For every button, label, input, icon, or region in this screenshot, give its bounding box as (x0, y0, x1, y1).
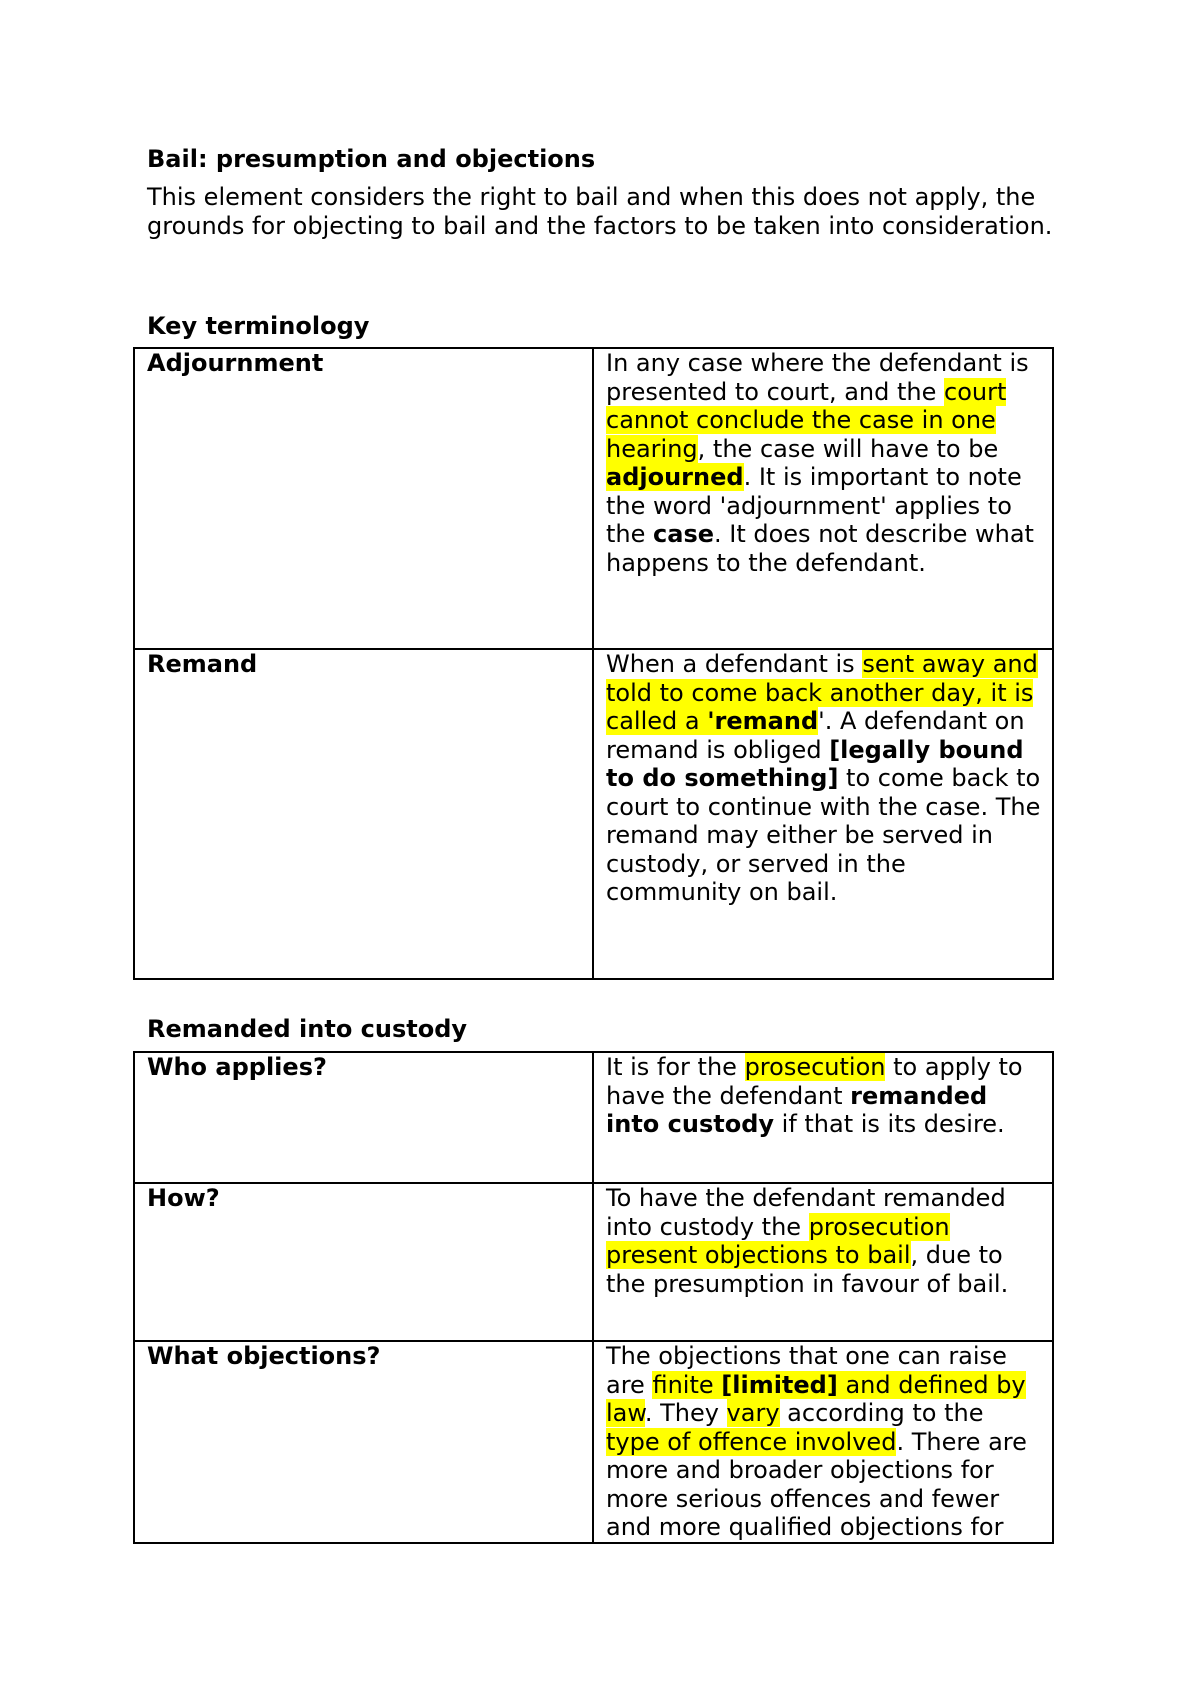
table-row (134, 348, 1053, 649)
intro-paragraph: This element considers the right to bail and when this does not apply, the grounds for objecting to bail and the factors to be taken into consideration. (147, 183, 1053, 240)
definition-cell: In any case where the defendant is presented to court, and the court cannot conclude the case in one hearing, the case will have to be adjourned. It is important to note the word 'adjournment' applies to the case. It does not describe what happens to the defendant. (593, 348, 1053, 649)
definition-cell: To have the defendant remanded into custody the prosecution present objections to bail, due to the presumption in favour of bail. (593, 1183, 1053, 1341)
term-cell: Remand (134, 649, 593, 979)
highlighted-text: type of offence involved (606, 1427, 897, 1456)
bold-text: case (653, 520, 714, 548)
remanded-into-custody-table (133, 1051, 1054, 1544)
bold-text: [legally bound to do something] (606, 735, 1024, 792)
term-cell: Adjournment (134, 348, 593, 649)
table-row (134, 1341, 1053, 1543)
bold-text: remanded into custody (606, 1081, 988, 1138)
highlighted-bold-text: 'remand (707, 707, 819, 735)
definition-cell: When a defendant is sent away and told to come back another day, it is called a 'remand'. A defendant on remand is obliged [legally bound to do something] to come back to court to continue with the case. The remand may either be served in custody, or served in the community on bail. (593, 649, 1053, 979)
table-row (134, 1052, 1053, 1183)
definition-cell: The objections that one can raise are finite [limited] and defined by law. They vary according to the type of offence involved. There are more and broader objections for more serious offences and fewer and more qualified objections for (593, 1341, 1053, 1543)
highlighted-text: and defined by law (606, 1370, 1026, 1427)
highlighted-text: finite (652, 1370, 722, 1399)
remanded-into-custody-heading: Remanded into custody (147, 1015, 468, 1043)
highlighted-bold-text: adjourned (606, 463, 744, 491)
table-row (134, 1183, 1053, 1341)
highlighted-text: sent away and told to come back another day, it is called a (606, 650, 1038, 735)
page-title: Bail: presumption and objections (147, 145, 596, 173)
highlighted-text: prosecution present objections to bail (606, 1212, 950, 1269)
definition-cell: It is for the prosecution to apply to have the defendant remanded into custody if that is its desire. (593, 1052, 1053, 1183)
term-cell: How? (134, 1183, 593, 1341)
term-cell: What objections? (134, 1341, 593, 1543)
term-cell: Who applies? (134, 1052, 593, 1183)
highlighted-text: prosecution (744, 1053, 886, 1081)
table-row (134, 649, 1053, 979)
highlighted-bold-text: [limited] (721, 1370, 838, 1399)
highlighted-text: court cannot conclude the case in one hearing (606, 377, 1007, 463)
highlighted-text: vary (726, 1399, 780, 1427)
key-terminology-heading: Key terminology (147, 312, 370, 340)
key-terminology-table (133, 347, 1054, 980)
